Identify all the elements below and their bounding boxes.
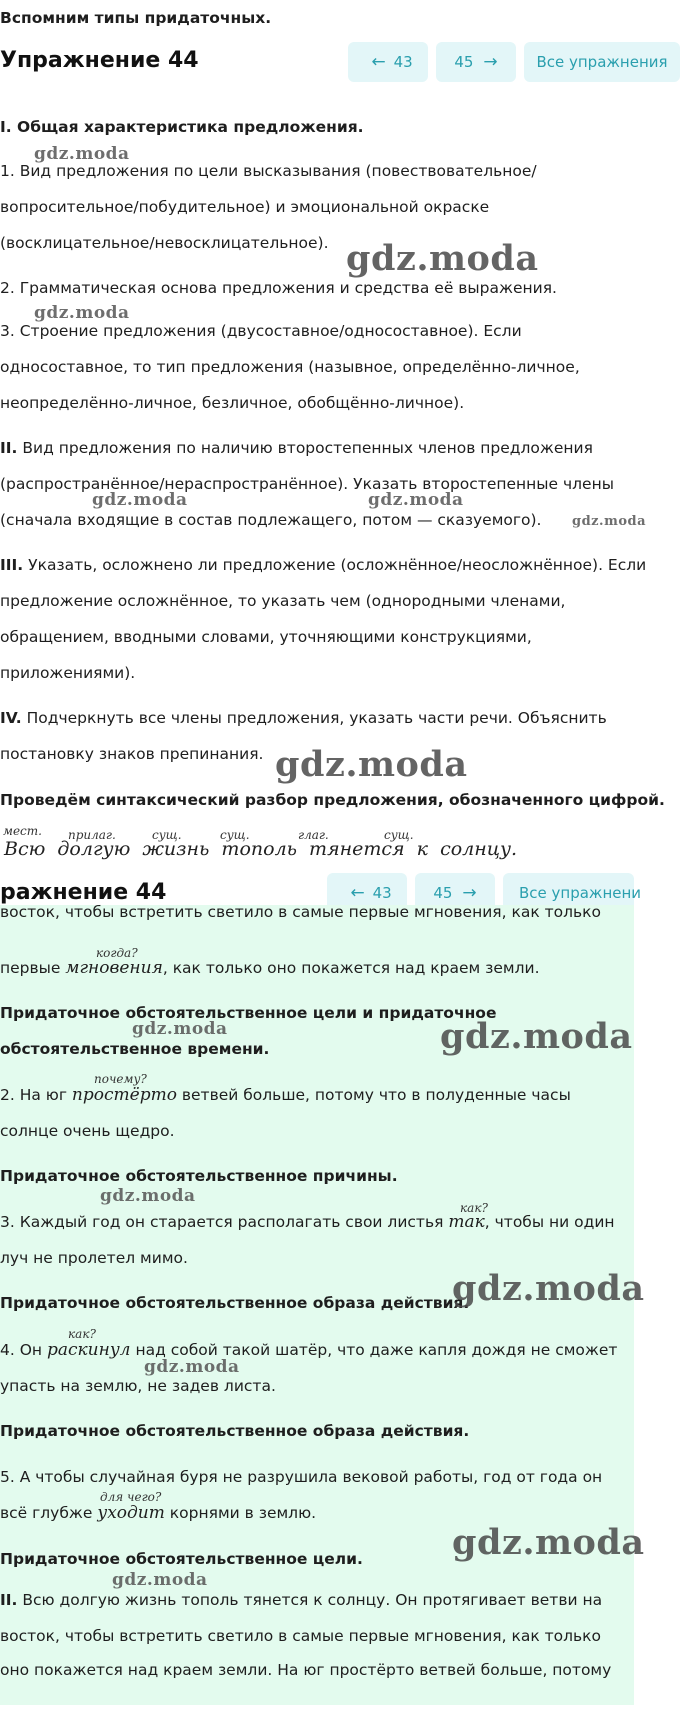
clause-type: Придаточное обстоятельственное образа действия. — [0, 1422, 470, 1440]
arrow-right-icon: → — [483, 52, 498, 72]
plan-text-line: предложение осложнённое, то указать чем (однородными членами, — [0, 592, 566, 610]
plan-text-line: неопределённо-личное, безличное, обобщённо-личное). — [0, 394, 465, 412]
section-number: II. — [0, 1591, 18, 1609]
arrow-left-icon: ← — [371, 52, 386, 72]
text: над собой такой шатёр, что даже капля дождя не сможет — [130, 1341, 618, 1359]
arrow-left-icon: ← — [350, 883, 365, 903]
answer-text-line: солнце очень щедро. — [0, 1122, 175, 1140]
answer-text-line — [0, 1340, 617, 1360]
clause-type: Придаточное обстоятельственное цели. — [0, 1550, 363, 1568]
arrow-right-icon: → — [462, 883, 477, 903]
plan-text-line: односоставное, то тип предложения (назывное, определённо-личное, — [0, 358, 580, 376]
clipped-line — [0, 903, 634, 926]
exercise-title: ражнение 44 — [0, 880, 167, 905]
pos-note: сущ. — [152, 828, 182, 842]
watermark: gdz.moda — [275, 744, 468, 785]
section1-title: I. Общая характеристика предложения. — [0, 118, 364, 136]
text: всё глубже — [0, 1504, 98, 1522]
highlighted-word: мгновения — [65, 958, 163, 978]
clause-type: Придаточное обстоятельственное цели и придаточное — [0, 1004, 497, 1022]
prev-exercise-label: 43 — [393, 53, 413, 71]
text: ветвей больше, потому что в полуденные часы — [176, 1086, 571, 1104]
section-text: Подчеркнуть все члены предложения, указать части речи. Объяснить — [21, 709, 607, 727]
question-note: для чего? — [100, 1490, 162, 1504]
answer-text-line — [0, 1212, 615, 1232]
clause-type: Придаточное обстоятельственное образа действия. — [0, 1294, 470, 1312]
watermark: gdz.moda — [34, 144, 130, 164]
watermark: gdz.moda — [132, 1019, 228, 1039]
question-note: почему? — [94, 1072, 147, 1086]
plan-text-line: 3. Строение предложения (двусоставное/односоставное). Если — [0, 322, 522, 340]
pos-note: сущ. — [384, 828, 414, 842]
question-note: когда? — [96, 946, 138, 960]
exercise-title: Упражнение 44 — [0, 48, 199, 73]
watermark: gdz.moda — [346, 238, 539, 279]
pos-note: сущ. — [220, 828, 250, 842]
final-text-line — [0, 1590, 602, 1610]
watermark: gdz.moda — [112, 1570, 208, 1590]
answer-text-line: 5. А чтобы случайная буря не разрушила вековой работы, год от года он — [0, 1468, 603, 1486]
text: первые — [0, 959, 66, 977]
highlighted-word: так — [448, 1212, 485, 1232]
clause-type: Придаточное обстоятельственное причины. — [0, 1167, 398, 1185]
section-number: IV. — [0, 709, 22, 727]
text: корнями в землю. — [164, 1504, 317, 1522]
watermark: gdz.moda — [100, 1186, 196, 1206]
highlighted-word: уходит — [97, 1503, 165, 1523]
all-exercises-button[interactable] — [524, 42, 680, 82]
next-exercise-label: 45 — [433, 884, 453, 902]
clipped-bottom-line — [0, 1660, 634, 1679]
task-heading: Проведём синтаксический разбор предложения, обозначенного цифрой. — [0, 791, 665, 809]
question-note: как? — [460, 1201, 488, 1215]
answer-text-line: оно покажется над краем земли. На юг простёрто ветвей больше, потому — [0, 1661, 612, 1679]
answer-text-line: луч не пролетел мимо. — [0, 1249, 188, 1267]
watermark: gdz.moda — [572, 514, 647, 529]
all-exercises-label: Все упражнения — [536, 53, 668, 71]
plan-text-line: приложениями). — [0, 664, 136, 682]
section-text: Всю долгую жизнь тополь тянется к солнцу. Он протягивает ветви на — [17, 1591, 603, 1609]
plan-text-line: вопросительное/побудительное) и эмоциональной окраске — [0, 198, 490, 216]
watermark: gdz.moda — [440, 1016, 633, 1057]
text: 4. Он — [0, 1341, 47, 1359]
highlighted-word: раскинул — [46, 1340, 131, 1360]
section-text: Указать, осложнено ли предложение (осложнённое/неосложнённое). Если — [23, 556, 647, 574]
watermark: gdz.moda — [452, 1522, 645, 1563]
highlighted-word: простёрто — [71, 1085, 177, 1105]
section3-line — [0, 555, 646, 575]
answer-text-line: восток, чтобы встретить светило в самые первые мгновения, как только — [0, 1627, 602, 1645]
section-number: III. — [0, 556, 24, 574]
section2-line — [0, 438, 593, 458]
parse-sentence: Всю долгую жизнь тополь тянется к солнцу. — [4, 838, 518, 860]
all-exercises-label: Все упражнени — [519, 884, 642, 902]
watermark: gdz.moda — [144, 1357, 240, 1377]
next-exercise-label: 45 — [454, 53, 474, 71]
watermark: gdz.moda — [92, 490, 188, 510]
text: 3. Каждый год он старается располагать свои листья — [0, 1213, 449, 1231]
section-number: II. — [0, 439, 18, 457]
top-caption: Вспомним типы придаточных. — [0, 9, 272, 27]
plan-text-line: (восклицательное/невосклицательное). — [0, 234, 329, 252]
text: , как только оно покажется над краем земли. — [162, 959, 540, 977]
watermark: gdz.moda — [368, 490, 464, 510]
answer-text-line — [0, 958, 540, 978]
question-note: как? — [68, 1327, 96, 1341]
plan-text-line: 1. Вид предложения по цели высказывания (повествовательное/ — [0, 162, 537, 180]
plan-text-line: (распространённое/нераспространённое). Указать второстепенные члены — [0, 475, 614, 493]
plan-text-line: (сначала входящие в состав подлежащего, потом — сказуемого). — [0, 511, 542, 529]
clause-type: обстоятельственное времени. — [0, 1040, 270, 1058]
pos-note: прилаг. — [68, 828, 116, 842]
plan-text-line: обращением, вводными словами, уточняющими конструкциями, — [0, 628, 532, 646]
answer-text-line: восток, чтобы встретить светило в самые первые мгновения, как только — [0, 903, 602, 921]
watermark: gdz.moda — [34, 303, 130, 323]
answer-text-line — [0, 1085, 571, 1105]
prev-exercise-label: 43 — [372, 884, 392, 902]
answer-text-line: упасть на землю, не задев листа. — [0, 1377, 276, 1395]
pos-note: мест. — [3, 824, 42, 838]
next-exercise-button[interactable] — [436, 42, 516, 82]
text: , чтобы ни один — [484, 1213, 615, 1231]
watermark: gdz.moda — [452, 1268, 645, 1309]
section4-line — [0, 708, 607, 728]
plan-text-line: 2. Грамматическая основа предложения и средства её выражения. — [0, 279, 557, 297]
plan-text-line: постановку знаков препинания. — [0, 745, 264, 763]
prev-exercise-button[interactable] — [348, 42, 428, 82]
section-text: Вид предложения по наличию второстепенных членов предложения — [17, 439, 593, 457]
pos-note: глаг. — [298, 828, 329, 842]
text: 2. На юг — [0, 1086, 72, 1104]
answer-text-line — [0, 1503, 316, 1523]
